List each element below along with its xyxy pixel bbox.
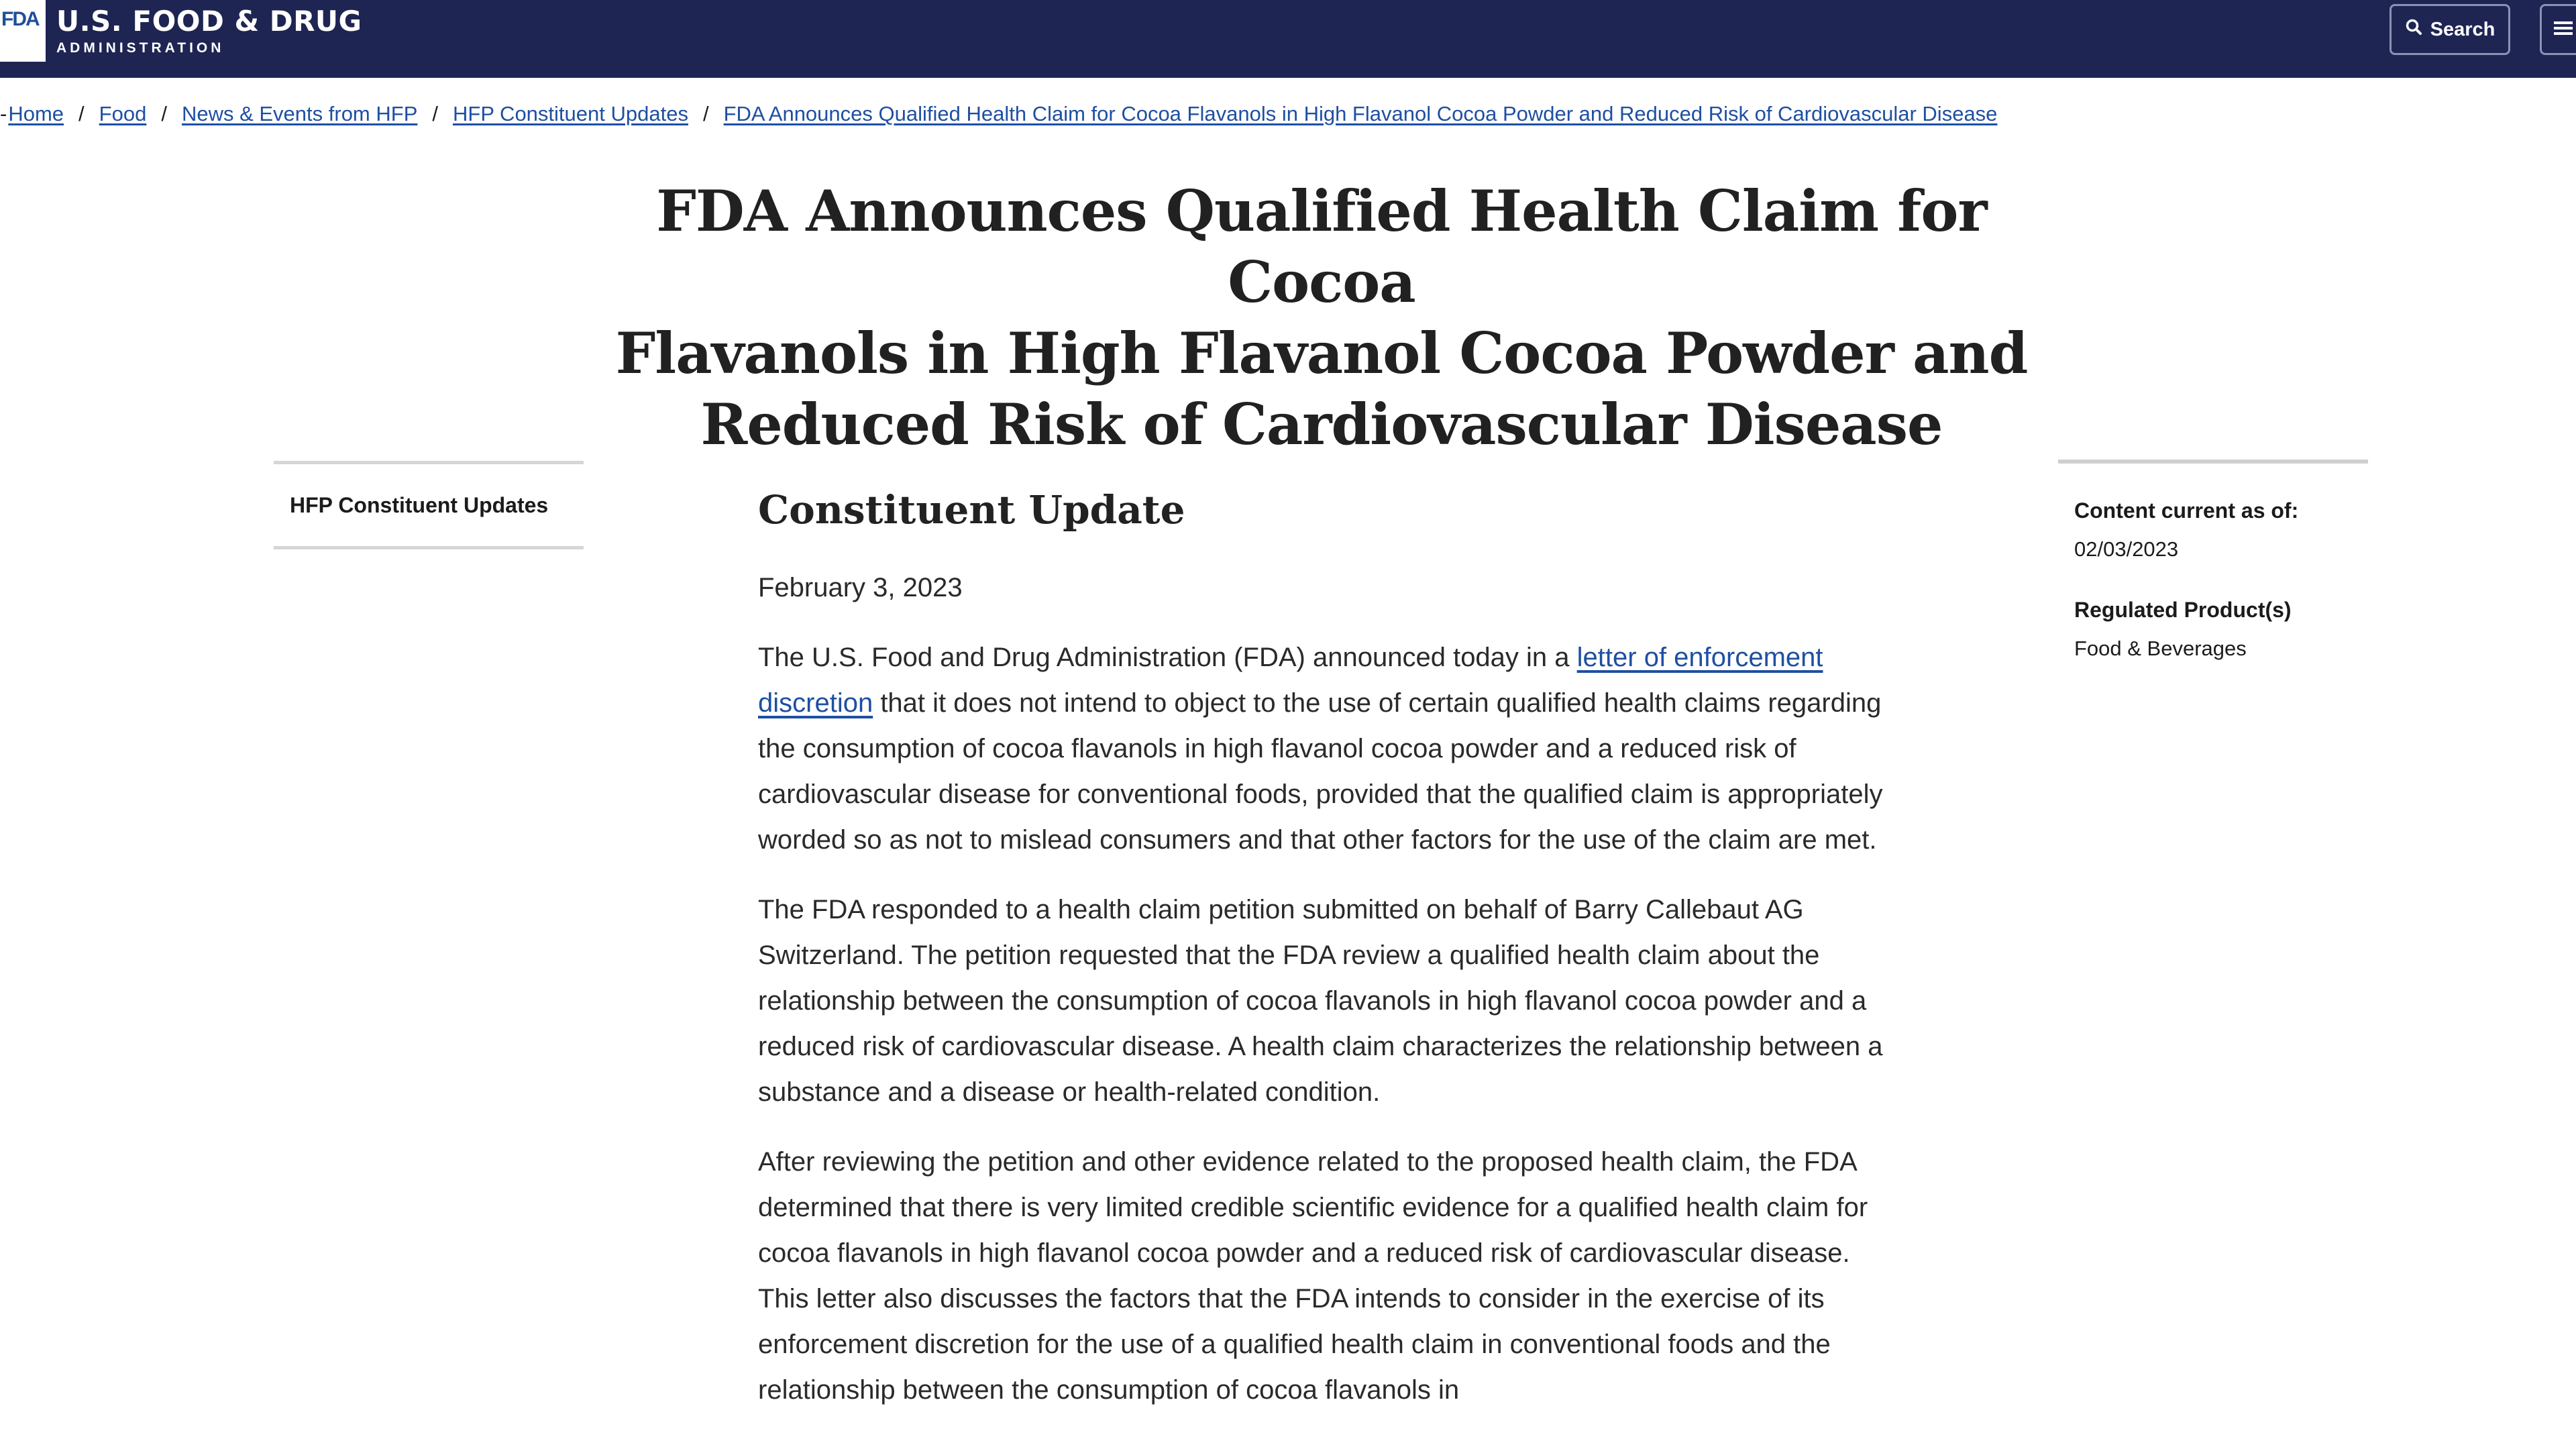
breadcrumb-home[interactable]: Home	[8, 102, 64, 125]
breadcrumb-separator: /	[432, 102, 438, 125]
section-heading: Constituent Update	[758, 487, 1185, 533]
publish-date: February 3, 2023	[758, 573, 963, 602]
fda-logo[interactable]	[0, 0, 362, 62]
logo-title: U.S. FOOD & DRUG	[56, 4, 362, 38]
breadcrumb-separator: /	[161, 102, 167, 125]
fda-logo-mark: FDA	[0, 0, 46, 62]
page-title-line-3: Reduced Risk of Cardiovascular Disease	[700, 391, 1943, 458]
breadcrumb	[0, 101, 1997, 127]
search-button[interactable]	[2390, 4, 2510, 55]
enforcement-discretion-link[interactable]: letter of enforcement discretion	[758, 643, 1823, 718]
fda-logo-text	[56, 4, 362, 56]
page-title-line-2: Flavanols in High Flavanol Cocoa Powder and	[615, 320, 2028, 386]
logo-subtitle: ADMINISTRATION	[56, 40, 225, 56]
paragraph-1	[758, 635, 1898, 863]
breadcrumb-constituent-updates[interactable]: HFP Constituent Updates	[453, 102, 688, 125]
paragraph-3: After reviewing the petition and other evidence related to the proposed health claim, the FDA determined that there is very limited credible scientific evidence for a qualified health claim for cocoa flavanols in high flavanol cocoa powder and a reduced risk of cardiovascular disease. This letter also discusses the factors that the FDA intends to consider in the exercise of its enforcement discretion for the use of a qualified health claim in conventional foods and the relationship between the consumption of cocoa flavanols in	[758, 1147, 1868, 1405]
regulated-products-label: Regulated Product(s)	[2074, 598, 2292, 622]
right-sidebar-meta	[2058, 460, 2368, 662]
page-title-line-1: FDA Announces Qualified Health Claim for Cocoa	[656, 178, 1987, 315]
left-sidebar-nav	[274, 461, 584, 549]
paragraph-2: The FDA responded to a health claim petition submitted on behalf of Barry Callebaut AG Switzerland. The petition requested that the FDA review a qualified health claim about the relationship between the consumption of cocoa flavanols in high flavanol cocoa powder and a reduced risk of cardiovascular disease. A health claim characterizes the relationship between a substance and a disease or health-related condition.	[758, 895, 1883, 1107]
menu-button[interactable]	[2540, 4, 2576, 55]
sidebar-item-hfp-constituent-updates[interactable]: HFP Constituent Updates	[290, 492, 549, 517]
paragraph-1-text-end: that it does not intend to object to the use of certain qualified health claims regarding the consumption of cocoa flavanols in high flavanol cocoa powder and a reduced risk of cardiovascular disease for conventional foods, provided that the qualified claim is appropriately worded so as not to mislead consumers and that other factors for the use of the claim are met.	[758, 688, 1883, 855]
breadcrumb-dash: -	[0, 102, 7, 125]
regulated-products-value: Food & Beverages	[2074, 637, 2247, 660]
content-current-label: Content current as of:	[2074, 498, 2299, 523]
site-header	[0, 0, 2576, 78]
menu-icon	[2554, 20, 2573, 40]
page-title	[577, 176, 2066, 460]
breadcrumb-current-page[interactable]: FDA Announces Qualified Health Claim for Cocoa Flavanols in High Flavanol Cocoa Powder and Reduced Risk of Cardiovascular Disease	[723, 102, 1998, 125]
breadcrumb-separator: /	[702, 102, 709, 125]
breadcrumb-food[interactable]: Food	[99, 102, 147, 125]
paragraph-1-text-start: The U.S. Food and Drug Administration (FDA) announced today in a	[758, 643, 1577, 672]
content-current-value: 02/03/2023	[2074, 537, 2179, 561]
search-button-label: Search	[2430, 18, 2496, 40]
breadcrumb-separator: /	[78, 102, 85, 125]
search-icon	[2405, 18, 2422, 41]
main-content	[758, 483, 1898, 1413]
breadcrumb-news-events[interactable]: News & Events from HFP	[181, 102, 418, 125]
